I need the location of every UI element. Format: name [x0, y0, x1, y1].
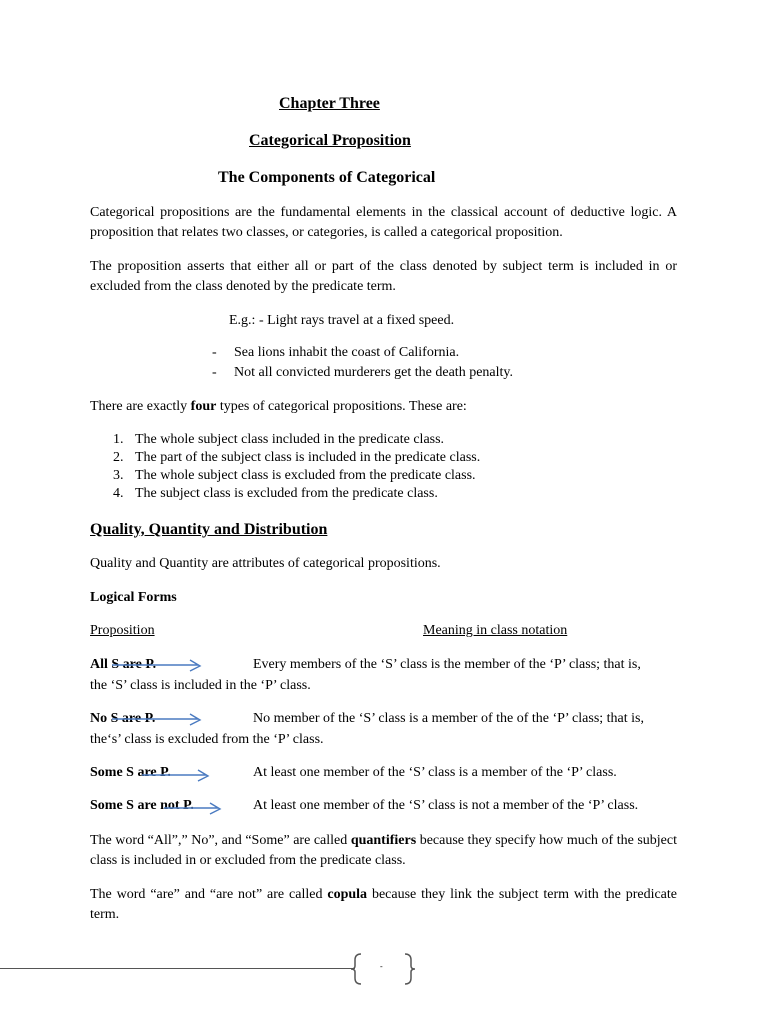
- copula-after: because they link the subject term with the predicate term.: [90, 887, 678, 922]
- types-intro: [90, 399, 467, 415]
- quantifiers-before: The word “All”,” No”, and “Some” are called: [90, 833, 351, 848]
- types-list-item: [113, 432, 445, 448]
- form-meaning-line: the‘s’ class is excluded from the ‘P’ class.: [90, 732, 324, 747]
- form-meaning-line: At least one member of the ‘S’ class is a member of the ‘P’ class.: [253, 765, 617, 780]
- types-intro-before: There are exactly: [90, 399, 191, 414]
- types-list-item: [113, 486, 438, 502]
- quantifiers-bold: quantifiers: [350, 833, 417, 848]
- types-intro-after: types of categorical propositions. These are:: [216, 399, 467, 414]
- form-proposition-no: No S are P.: [90, 711, 156, 726]
- form-meaning-line: the ‘S’ class is included in the ‘P’ class.: [90, 678, 311, 693]
- copula-paragraph: [90, 885, 677, 925]
- types-list-item: [113, 450, 481, 466]
- types-list-item: [113, 468, 476, 484]
- copula-before: The word “are” and “are not” are called: [90, 887, 328, 902]
- example-text: Sea lions inhabit the coast of California.: [234, 345, 460, 360]
- intro-paragraph: Categorical propositions are the fundamental elements in the classical account of deductive logic. A proposition that relates two classes, or categories, is called a categorical proposition.: [90, 205, 677, 240]
- arrow-icon: [108, 657, 208, 677]
- form-meaning-line: No member of the ‘S’ class is a member of the of the ‘P’ class; that is,: [253, 711, 644, 726]
- form-proposition-some-not: Some S are not P.: [90, 798, 194, 813]
- quality-heading: Quality, Quantity and Distribution: [90, 521, 328, 538]
- form-proposition-some: Some S are P.: [90, 765, 171, 780]
- column-header-proposition: Proposition: [90, 623, 155, 638]
- example-item: [212, 345, 460, 361]
- example-text: Not all convicted murderers get the death penalty.: [234, 365, 513, 380]
- example-dash: -: [212, 365, 217, 380]
- logical-forms-heading: Logical Forms: [90, 590, 177, 605]
- quantifiers-paragraph: [90, 831, 677, 871]
- footer-rule: [0, 968, 355, 969]
- subsection-title: The Components of Categorical: [218, 169, 436, 186]
- list-number: 1.: [113, 432, 124, 447]
- arrow-icon: [160, 800, 230, 820]
- example-label: E.g.: - Light rays travel at a fixed speed.: [229, 313, 455, 328]
- list-text: The whole subject class included in the predicate class.: [135, 432, 445, 447]
- form-meaning-line: At least one member of the ‘S’ class is not a member of the ‘P’ class.: [253, 798, 639, 813]
- chapter-title: Chapter Three: [279, 95, 380, 112]
- types-intro-bold: four: [190, 399, 217, 414]
- example-dash: -: [212, 345, 217, 360]
- example-item: [212, 365, 513, 381]
- form-proposition-all: All S are P.: [90, 657, 157, 672]
- list-text: The whole subject class is excluded from the predicate class.: [135, 468, 476, 483]
- arrow-icon: [138, 767, 218, 787]
- footer-right-bracket-icon: [402, 952, 416, 986]
- list-number: 4.: [113, 486, 124, 501]
- arrow-icon: [108, 711, 208, 731]
- list-text: The subject class is excluded from the predicate class.: [135, 486, 438, 501]
- section-title: Categorical Proposition: [249, 132, 411, 149]
- copula-bold: copula: [327, 887, 368, 902]
- list-number: 2.: [113, 450, 124, 465]
- quantifiers-after: because they specify how much of the subject class is included in or excluded from the predicate class.: [90, 833, 677, 868]
- quality-paragraph: Quality and Quantity are attributes of categorical propositions.: [90, 556, 441, 571]
- column-header-meaning: Meaning in class notation: [423, 623, 568, 638]
- assertion-paragraph: The proposition asserts that either all or part of the class denoted by subject term is included in or excluded from the class denoted by the predicate term.: [90, 259, 677, 294]
- list-number: 3.: [113, 468, 124, 483]
- page-number: -: [380, 962, 383, 971]
- list-text: The part of the subject class is included in the predicate class.: [135, 450, 481, 465]
- form-meaning-line: Every members of the ‘S’ class is the member of the ‘P’ class; that is,: [253, 657, 641, 672]
- footer-left-bracket-icon: [350, 952, 364, 986]
